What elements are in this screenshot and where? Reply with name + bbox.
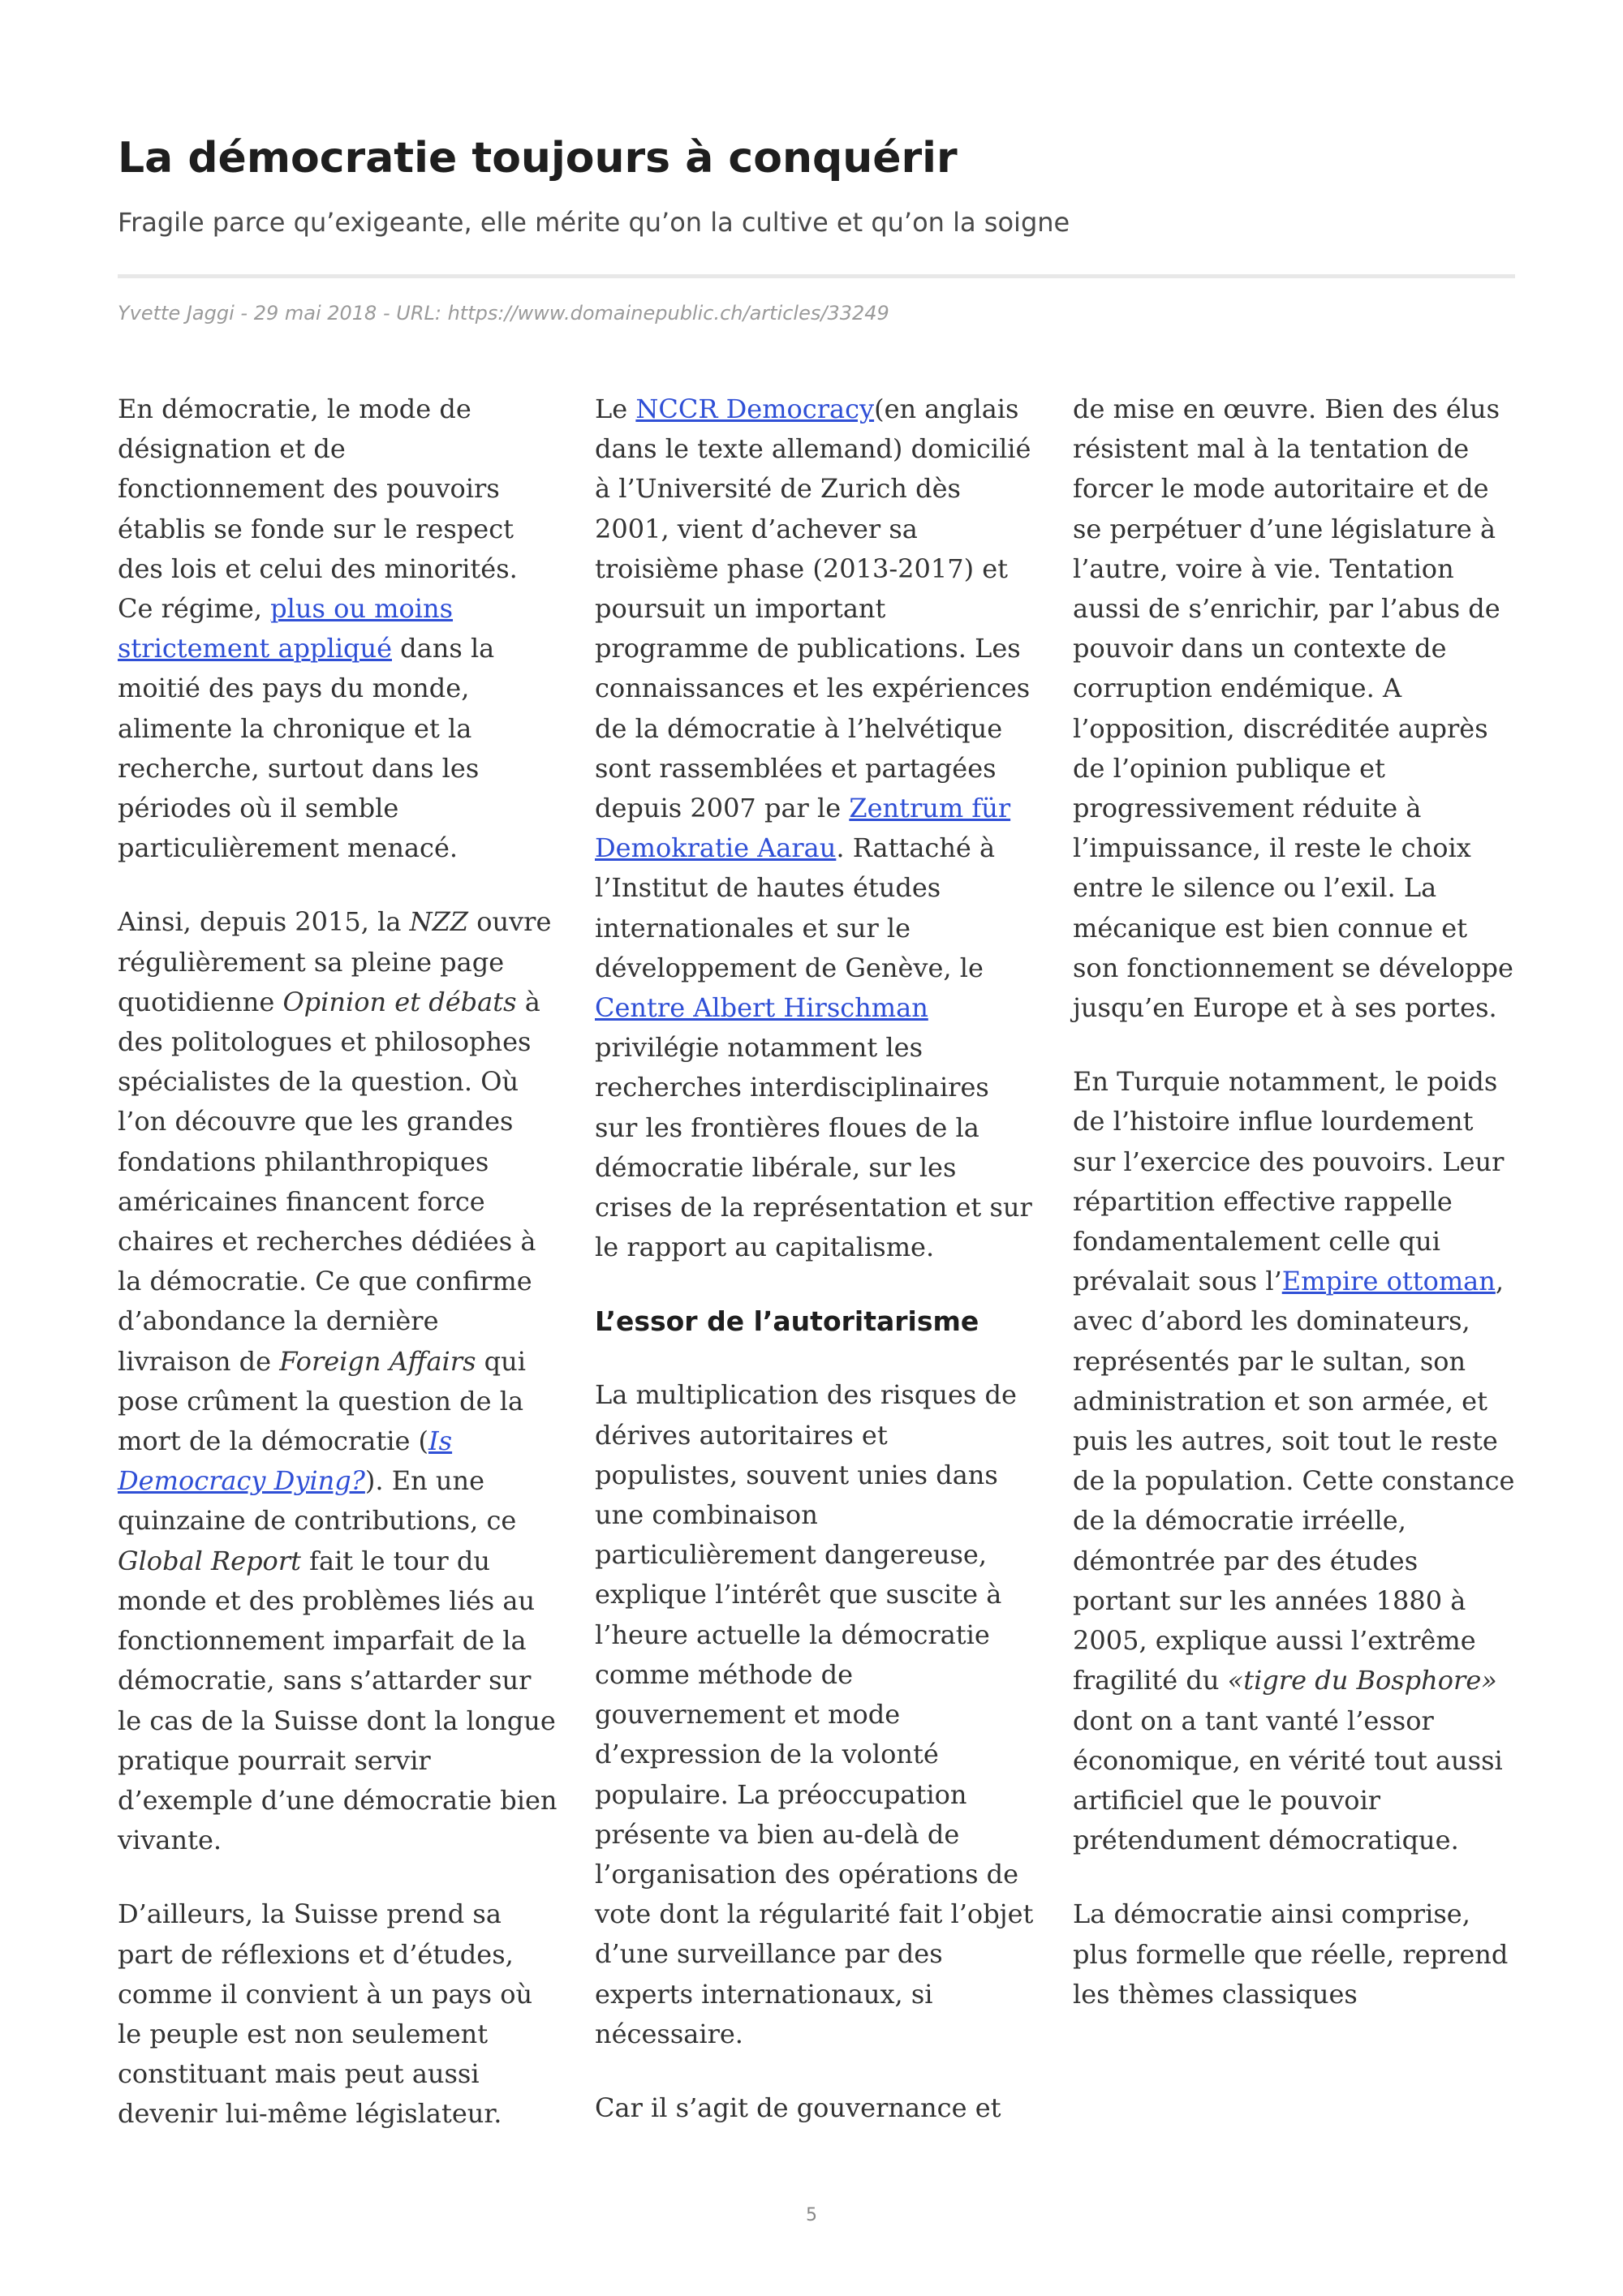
paragraph: La multiplication des risques de dérives autoritaires et populistes, souvent unies dans une combinaison particulièrement dangereuse, explique l’intérêt que suscite à l’heure actuelle la démocratie comme méthode de gouvernement et mode d’expression de la volonté populaire. La préoccupation présente va bien au-delà de l’organisation des opérations de vote dont la régularité fait l’objet d’une surveillance par des experts internationaux, si nécessaire.	[595, 1379, 1034, 2049]
paragraph: Car il s’agit de gouvernance et	[595, 2092, 1001, 2123]
paragraph	[118, 902, 560, 1860]
link-zentrum-fur-demokratie[interactable]: Zentrum für Demokratie Aarau	[595, 793, 1011, 864]
text-run: qui pose crûment la question de la mort de la démocratie (	[118, 1345, 526, 1457]
italic-text: Opinion et débats	[282, 986, 517, 1017]
paragraph: D’ailleurs, la Suisse prend sa part de réflexions et d’études, comme il convient à un pays où le peuple est non seulement constituant mais peut aussi devenir lui-même législateur.	[118, 1898, 533, 2130]
section-heading: L’essor de l’autoritarisme	[595, 1305, 979, 1338]
link-empire-ottoman[interactable]: Empire ottoman	[1281, 1266, 1496, 1297]
link-nccr-democracy[interactable]: NCCR Democracy	[635, 393, 875, 424]
text-run: Ainsi, depuis 2015, la	[118, 906, 410, 938]
article-url[interactable]: https://www.domainepublic.ch/articles/33249	[447, 302, 889, 325]
article-subtitle: Fragile parce qu’exigeante, elle mérite qu’on la cultive et qu’on la soigne	[118, 207, 1070, 238]
text-run: à des politologues et philosophes spécialistes de la question. Où l’on découvre que les grandes fondations philanthropiques américaines financent force chaires et recherches dédiées à la démocratie. Ce que confirme d’abondance la dernière livraison de	[118, 986, 540, 1377]
italic-text: Global Report	[118, 1545, 301, 1576]
paragraph	[1073, 1062, 1515, 1860]
text-run: dont on a tant vanté l’essor économique, en vérité tout aussi artificiel que le pouvoir prétendument démocratique.	[1073, 1705, 1503, 1856]
text-run: En démocratie, le mode de désignation et de fonctionnement des pouvoirs établis se fonde sur le respect des lois et celui des minorités. Ce régime,	[118, 393, 518, 625]
italic-text: NZZ	[409, 906, 469, 938]
text-run: ). En une quinzaine de contributions, ce	[118, 1465, 517, 1537]
text-run: En Turquie notamment, le poids de l’histoire influe lourdement sur l’exercice des pouvoirs. Leur répartition effective rappelle fondamentalement celle qui prévalait sous l’	[1073, 1066, 1505, 1297]
article-title: La démocratie toujours à conquérir	[118, 134, 958, 183]
text-run: dans la moitié des pays du monde, alimente la chronique et la recherche, surtout dans les périodes où il semble particulièrement menacé.	[118, 633, 495, 864]
text-run: , avec d’abord les dominateurs, représentés par le sultan, son administration et son armée, et puis les autres, soit tout le reste de la population. Cette constance de la démocratie irréelle, démontrée par des études portant sur les années 1880 à 2005, explique aussi l’extrême fragilité du	[1073, 1266, 1515, 1696]
text-run: . Rattaché à l’Institut de hautes études internationales et sur le développement de Genève, le	[595, 832, 996, 983]
article-author: Yvette Jaggi	[118, 302, 235, 325]
text-run: (en anglais dans le texte allemand) domicilié à l’Université de Zurich dès 2001, vient d’achever sa troisième phase (2013-2017) et poursuit un important programme de publications. Les connaissances et les expériences de la démocratie à l’helvétique sont rassemblées et partagées depuis 2007 par le	[595, 393, 1031, 824]
text-column-2	[595, 389, 1037, 2162]
page-number: 5	[806, 2205, 817, 2225]
text-run: Le	[595, 393, 636, 424]
italic-text: Foreign Affairs	[279, 1345, 476, 1377]
paragraph: La démocratie ainsi comprise, plus formelle que réelle, reprend les thèmes classiques	[1073, 1898, 1509, 2010]
meta-separator: -	[377, 302, 397, 325]
article-date: 29 mai 2018	[253, 302, 377, 325]
link-plus-ou-moins[interactable]: plus ou moins strictement appliqué	[118, 593, 454, 664]
text-run: ouvre régulièrement sa pleine page quotidienne	[118, 906, 552, 1017]
text-column-3	[1073, 389, 1515, 2049]
text-run: fait le tour du monde et des problèmes liés au fonctionnement imparfait de la démocratie, sans s’attarder sur le cas de la Suisse dont la longue pratique pourrait servir d’exemple d’une démocratie bien vivante.	[118, 1545, 558, 1856]
meta-separator: -	[234, 302, 254, 325]
italic-text: «tigre du Bosphore»	[1227, 1665, 1497, 1696]
paragraph	[595, 389, 1037, 1267]
paragraph	[118, 389, 560, 868]
text-column-1	[118, 389, 560, 2169]
article-meta	[118, 299, 1513, 328]
paragraph: de mise en œuvre. Bien des élus résistent mal à la tentation de forcer le mode autoritaire et de se perpétuer d’une législature à l’autre, voire à vie. Tentation aussi de s’enrichir, par l’abus de pouvoir dans un contexte de corruption endémique. A l’opposition, discréditée auprès de l’opinion publique et progressivement réduite à l’impuissance, il reste le choix entre le silence ou l’exil. La mécanique est bien connue et son fonctionnement se développe jusqu’en Europe et à ses portes.	[1073, 393, 1513, 1024]
link-centre-albert-hirschman[interactable]: Centre Albert Hirschman	[595, 992, 928, 1024]
text-run: privilégie notamment les recherches interdisciplinaires sur les frontières floues de la démocratie libérale, sur les crises de la représentation et sur le rapport au capitalisme.	[595, 1032, 1032, 1263]
header-divider	[118, 274, 1515, 278]
link-is-democracy-dying[interactable]: Is Democracy Dying?	[118, 1425, 453, 1497]
url-label: URL:	[396, 302, 441, 325]
